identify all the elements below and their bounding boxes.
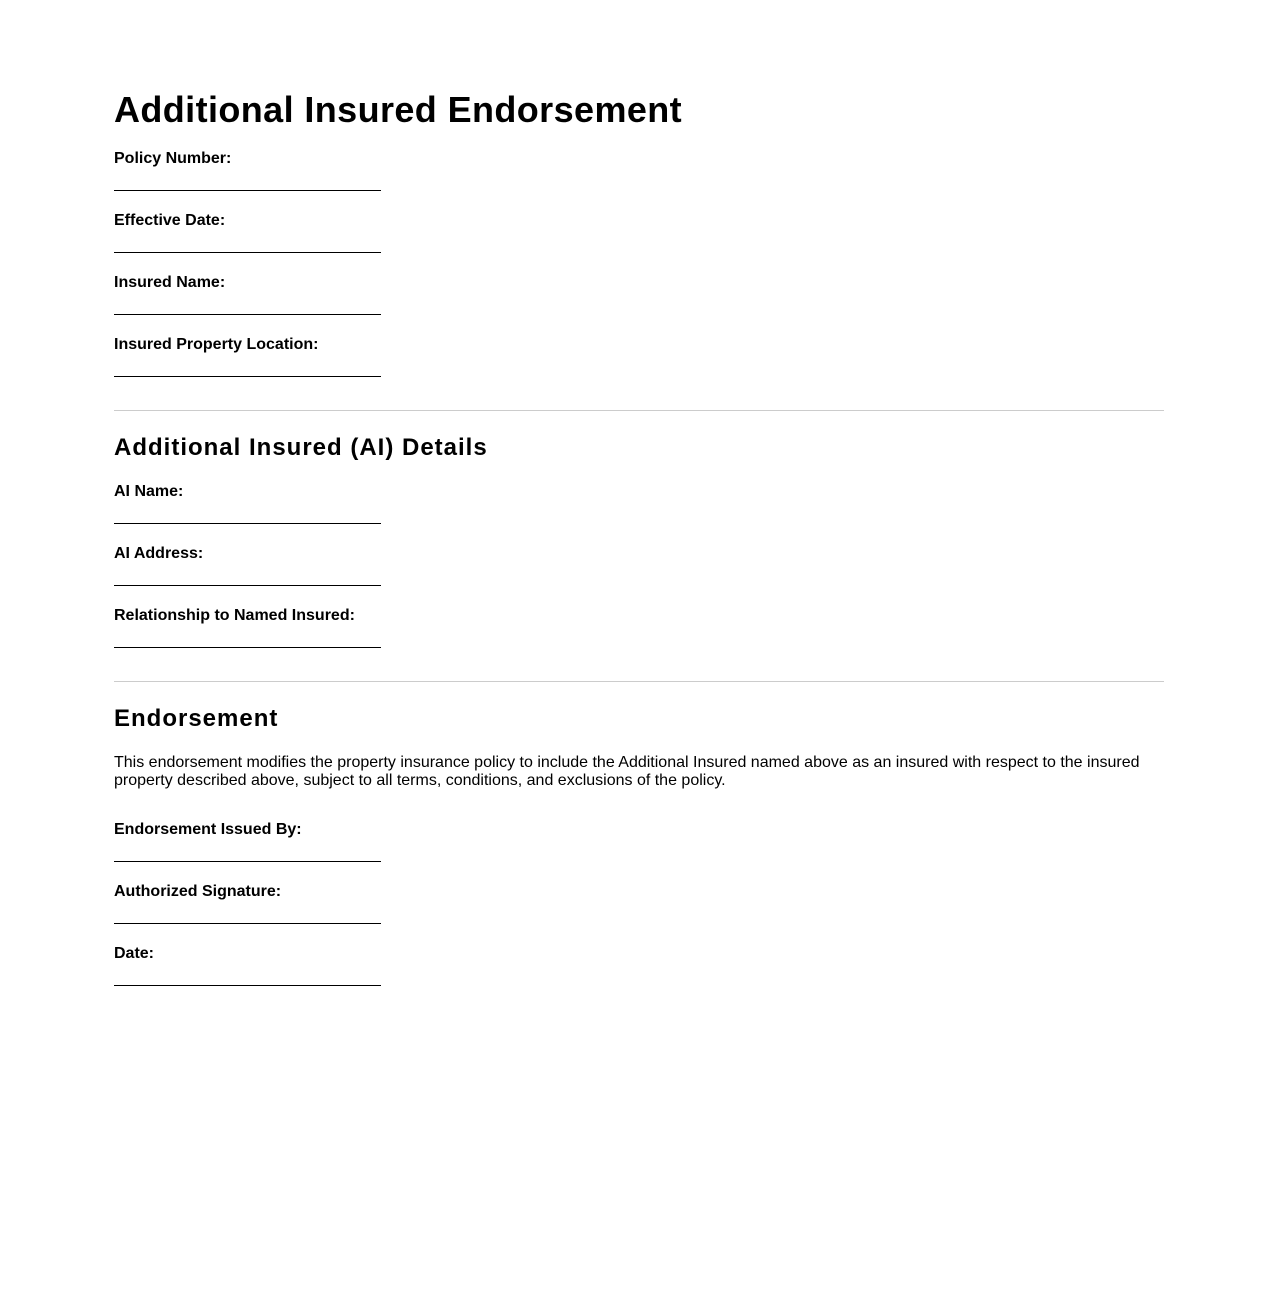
field-effective-date xyxy=(114,212,1164,253)
field-ai-name xyxy=(114,483,1164,524)
ai-fields xyxy=(114,483,1164,648)
field-label: Insured Name: xyxy=(114,274,226,291)
field-insured-property-location xyxy=(114,336,1164,377)
field-label: Date: xyxy=(114,945,155,962)
ai-details-section xyxy=(114,434,1164,648)
section-title-ai-details: Additional Insured (AI) Details xyxy=(114,434,488,461)
date-blank[interactable] xyxy=(114,963,381,986)
section-divider xyxy=(114,410,1164,411)
section-divider xyxy=(114,681,1164,682)
endorsement-section xyxy=(114,705,1164,986)
page-title: Additional Insured Endorsement xyxy=(114,89,683,130)
ai-address-blank[interactable] xyxy=(114,563,381,586)
field-label: Policy Number: xyxy=(114,150,232,167)
policy-fields xyxy=(114,150,1164,377)
endorsement-text: This endorsement modifies the property insurance policy to include the Additional Insured named above as an insured with respect to the insured property described above, subject to all terms, conditions, and exclusions of the policy. xyxy=(114,754,1140,789)
field-ai-address xyxy=(114,545,1164,586)
effective-date-blank[interactable] xyxy=(114,230,381,253)
signoff-fields xyxy=(114,821,1164,986)
field-label: Authorized Signature: xyxy=(114,883,282,900)
field-date xyxy=(114,945,1164,986)
endorsement-document xyxy=(114,0,1164,986)
field-insured-name xyxy=(114,274,1164,315)
issued-by-blank[interactable] xyxy=(114,839,381,862)
field-label: Insured Property Location: xyxy=(114,336,319,353)
field-label: Relationship to Named Insured: xyxy=(114,607,355,624)
ai-name-blank[interactable] xyxy=(114,501,381,524)
insured-name-blank[interactable] xyxy=(114,292,381,315)
relationship-blank[interactable] xyxy=(114,625,381,648)
field-label: Endorsement Issued By: xyxy=(114,821,302,838)
section-title-endorsement: Endorsement xyxy=(114,705,279,732)
field-label: Effective Date: xyxy=(114,212,226,229)
field-label: AI Name: xyxy=(114,483,184,500)
field-relationship xyxy=(114,607,1164,648)
insured-property-location-blank[interactable] xyxy=(114,354,381,377)
field-issued-by xyxy=(114,821,1164,862)
field-authorized-signature xyxy=(114,883,1164,924)
field-policy-number xyxy=(114,150,1164,191)
field-label: AI Address: xyxy=(114,545,204,562)
authorized-signature-blank[interactable] xyxy=(114,901,381,924)
policy-number-blank[interactable] xyxy=(114,168,381,191)
